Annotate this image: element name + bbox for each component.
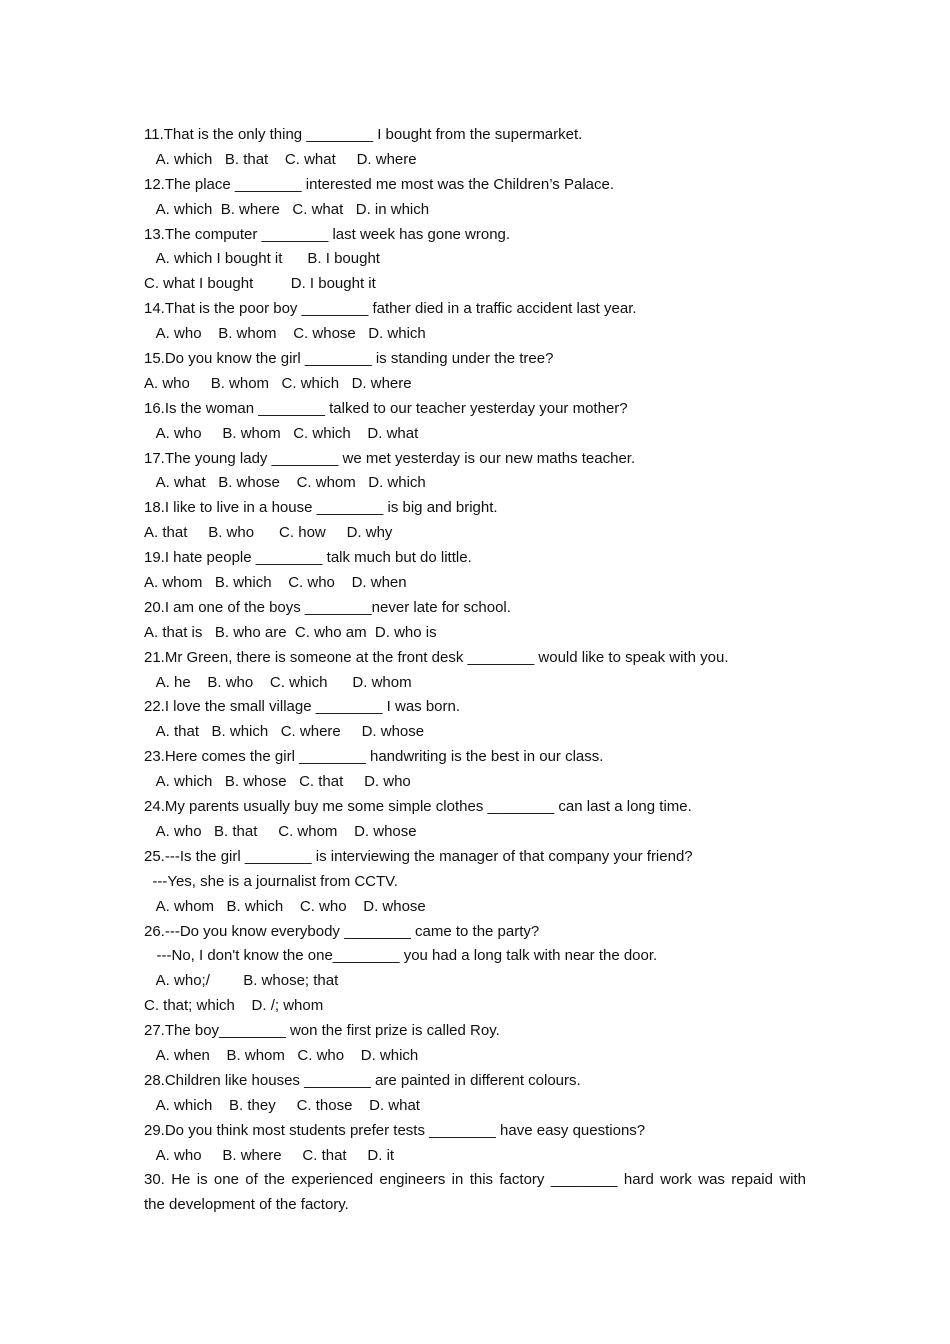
question-19: 19.I hate people ________ talk much but do little.: [144, 549, 472, 567]
options-13-a: A. which I bought it B. I bought: [144, 250, 380, 268]
question-27: 27.The boy________ won the first prize is called Roy.: [144, 1022, 500, 1040]
options-23: A. which B. whose C. that D. who: [144, 773, 411, 791]
options-20: A. that is B. who are C. who am D. who is: [144, 623, 437, 641]
options-13-b: C. what I bought D. I bought it: [144, 275, 376, 293]
question-22: 22.I love the small village ________ I was born.: [144, 698, 461, 716]
question-18: 18.I like to live in a house ________ is big and bright.: [144, 499, 498, 517]
question-11: 11.That is the only thing ________ I bought from the supermarket.: [144, 126, 583, 143]
options-22: A. that B. which C. where D. whose: [144, 723, 425, 741]
options-16: A. who B. whom C. which D. what: [144, 424, 419, 442]
options-25: A. whom B. which C. who D. whose: [144, 897, 426, 915]
question-20: 20.I am one of the boys ________never late for school.: [144, 598, 511, 616]
question-28: 28.Children like houses ________ are painted in different colours.: [144, 1071, 581, 1089]
question-26: 26.---Do you know everybody ________ came to the party?: [144, 922, 540, 940]
question-15: 15.Do you know the girl ________ is standing under the tree?: [144, 350, 554, 368]
options-18: A. that B. who C. how D. why: [144, 524, 393, 542]
question-21: 21.Mr Green, there is someone at the front desk ________ would like to speak with you.: [144, 648, 729, 666]
options-24: A. who B. that C. whom D. whose: [144, 822, 417, 840]
question-25-reply: ---Yes, she is a journalist from CCTV.: [144, 872, 398, 890]
options-11: A. which B. that C. what D. where: [144, 150, 417, 168]
question-16: 16.Is the woman ________ talked to our teacher yesterday your mother?: [144, 399, 628, 417]
options-12: A. which B. where C. what D. in which: [144, 200, 430, 218]
question-13: 13.The computer ________ last week has gone wrong.: [144, 225, 511, 243]
question-30: 30. He is one of the experienced engineers in this factory ________ hard work was repaid with: [144, 1171, 806, 1189]
question-12: 12.The place ________ interested me most was the Children’s Palace.: [144, 175, 615, 193]
options-21: A. he B. who C. which D. whom: [144, 673, 412, 691]
question-30-continued: the development of the factory.: [144, 1196, 349, 1214]
question-24: 24.My parents usually buy me some simple clothes ________ can last a long time.: [144, 798, 692, 816]
options-19: A. whom B. which C. who D. when: [144, 574, 407, 592]
worksheet-page: [144, 123, 806, 1218]
question-29: 29.Do you think most students prefer tests ________ have easy questions?: [144, 1121, 646, 1139]
options-26-a: A. who;/ B. whose; that: [144, 972, 339, 990]
options-29: A. who B. where C. that D. it: [144, 1146, 395, 1164]
question-26-reply: ---No, I don't know the one________ you had a long talk with near the door.: [144, 947, 658, 965]
options-26-b: C. that; which D. /; whom: [144, 997, 324, 1015]
options-17: A. what B. whose C. whom D. which: [144, 474, 426, 492]
question-23: 23.Here comes the girl ________ handwriting is the best in our class.: [144, 748, 604, 766]
options-14: A. who B. whom C. whose D. which: [144, 325, 426, 343]
question-14: 14.That is the poor boy ________ father died in a traffic accident last year.: [144, 300, 637, 318]
question-25: 25.---Is the girl ________ is interviewing the manager of that company your friend?: [144, 847, 693, 865]
question-17: 17.The young lady ________ we met yesterday is our new maths teacher.: [144, 449, 636, 467]
options-15: A. who B. whom C. which D. where: [144, 374, 412, 392]
options-27: A. when B. whom C. who D. which: [144, 1046, 419, 1064]
options-28: A. which B. they C. those D. what: [144, 1096, 420, 1114]
